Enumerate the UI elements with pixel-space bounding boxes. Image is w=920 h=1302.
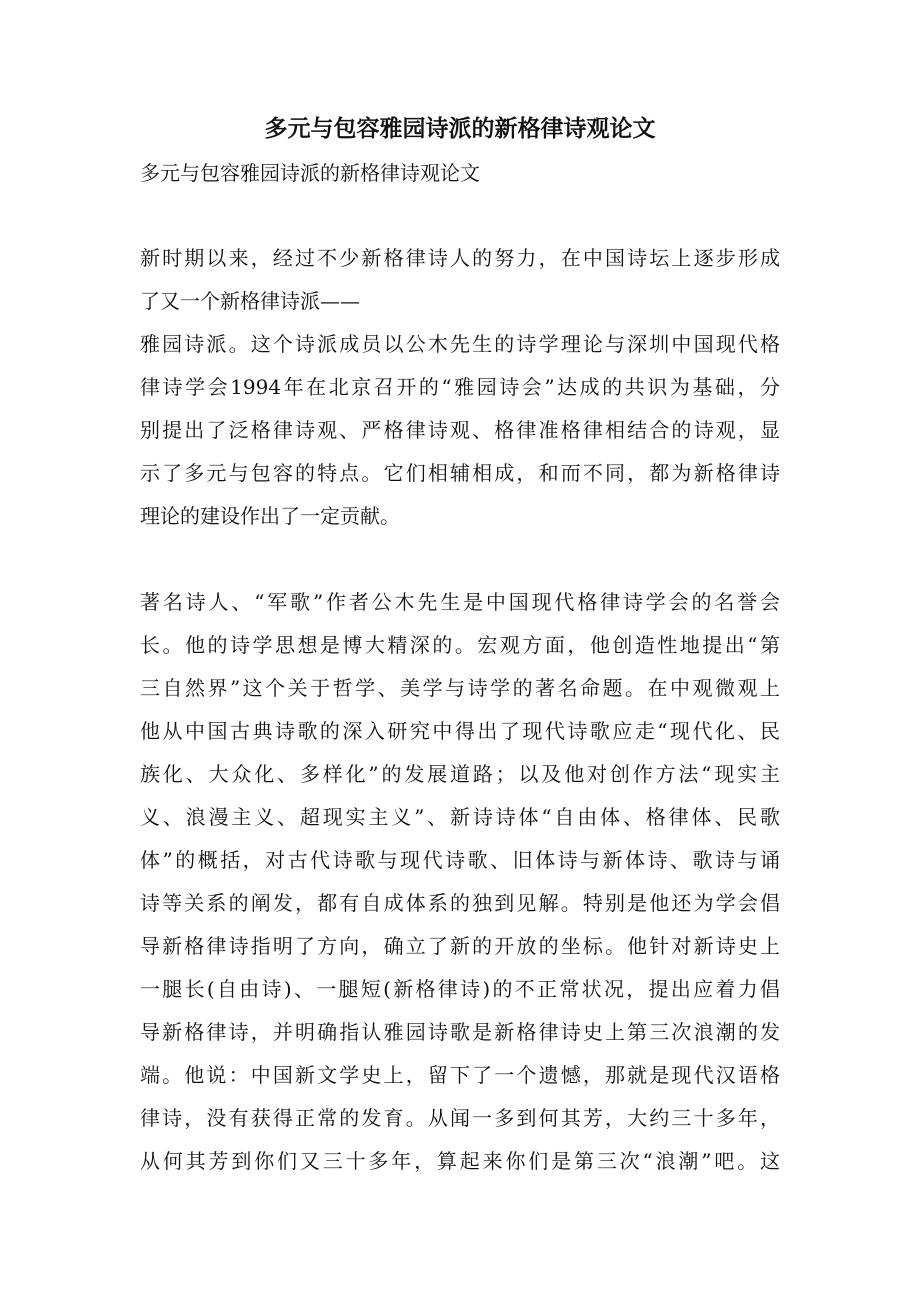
paragraph-line: 体”的概括，对古代诗歌与现代诗歌、旧体诗与新体诗、歌诗与诵	[140, 848, 780, 872]
paragraph-line: 三自然界”这个关于哲学、美学与诗学的著名命题。在中观微观上	[140, 676, 780, 700]
paragraph-line: 律诗，没有获得正常的发育。从闻一多到何其芳，大约三十多年，	[140, 1106, 780, 1130]
paragraph-line: 从何其芳到你们又三十多年，算起来你们是第三次“浪潮”吧。这	[140, 1149, 780, 1173]
document-title: 多元与包容雅园诗派的新格律诗观论文	[264, 115, 656, 142]
paragraph-line: 导新格律诗指明了方向，确立了新的开放的坐标。他针对新诗史上	[140, 934, 780, 958]
paragraph-line: 了又一个新格律诗派——	[140, 289, 360, 313]
paragraph-line: 别提出了泛格律诗观、严格律诗观、格律准格律相结合的诗观，显	[140, 418, 780, 442]
paragraph-line: 长。他的诗学思想是博大精深的。宏观方面，他创造性地提出“第	[140, 633, 780, 657]
paragraph-line: 端。他说：中国新文学史上，留下了一个遗憾，那就是现代汉语格	[140, 1063, 780, 1087]
paragraph-line: 律诗学会1994年在北京召开的“雅园诗会”达成的共识为基础，分	[140, 375, 780, 399]
paragraph-line: 他从中国古典诗歌的深入研究中得出了现代诗歌应走“现代化、民	[140, 719, 780, 743]
paragraph-line: 导新格律诗，并明确指认雅园诗歌是新格律诗史上第三次浪潮的发	[140, 1020, 780, 1044]
paragraph-2	[140, 581, 780, 1183]
paragraph-line: 新时期以来，经过不少新格律诗人的努力，在中国诗坛上逐步形成	[140, 246, 780, 270]
paragraph-line: 义、浪漫主义、超现实主义”、新诗诗体“自由体、格律体、民歌	[140, 805, 780, 829]
paragraph-line: 示了多元与包容的特点。它们相辅相成，和而不同，都为新格律诗	[140, 461, 780, 485]
paragraph-line: 一腿长(自由诗)、一腿短(新格律诗)的不正常状况，提出应着力倡	[140, 977, 780, 1001]
document-subtitle: 多元与包容雅园诗派的新格律诗观论文	[140, 161, 480, 185]
paragraph-line: 著名诗人、“军歌”作者公木先生是中国现代格律诗学会的名誉会	[140, 590, 780, 614]
paragraph-line: 雅园诗派。这个诗派成员以公木先生的诗学理论与深圳中国现代格	[140, 332, 780, 356]
paragraph-1	[140, 237, 780, 538]
paragraph-line: 族化、大众化、多样化”的发展道路；以及他对创作方法“现实主	[140, 762, 780, 786]
paragraph-line: 诗等关系的阐发，都有自成体系的独到见解。特别是他还为学会倡	[140, 891, 780, 915]
paragraph-line: 理论的建设作出了一定贡献。	[140, 504, 400, 528]
